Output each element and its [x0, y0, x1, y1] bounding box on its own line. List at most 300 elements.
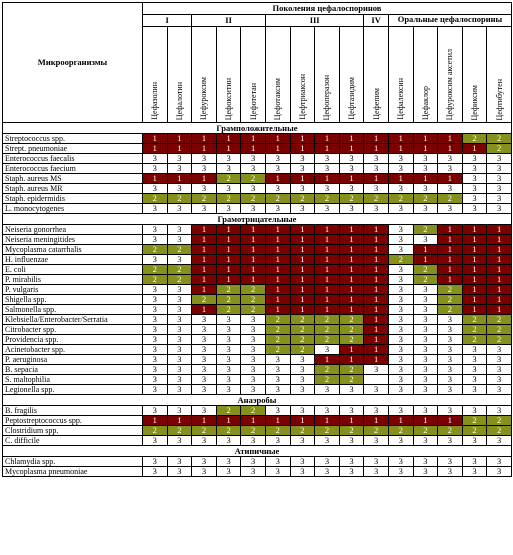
activity-cell: 3: [192, 345, 217, 355]
activity-cell: 3: [462, 204, 487, 214]
activity-cell: 2: [265, 426, 290, 436]
activity-cell: 2: [265, 345, 290, 355]
activity-cell: 1: [364, 255, 389, 265]
activity-cell: 3: [265, 355, 290, 365]
activity-cell: 3: [364, 385, 389, 395]
activity-cell: 1: [462, 255, 487, 265]
activity-cell: 2: [413, 426, 438, 436]
activity-cell: 3: [413, 285, 438, 295]
activity-cell: 2: [290, 325, 315, 335]
activity-cell: 1: [241, 225, 266, 235]
activity-cell: 1: [438, 134, 463, 144]
activity-cell: 3: [265, 164, 290, 174]
activity-cell: 3: [265, 365, 290, 375]
activity-cell: 2: [438, 426, 463, 436]
activity-cell: 2: [216, 426, 241, 436]
organism-name: Staph. aureus MR: [3, 184, 143, 194]
activity-cell: 3: [339, 154, 364, 164]
activity-cell: 3: [438, 365, 463, 375]
table-row: [3, 194, 512, 204]
activity-cell: 3: [388, 385, 413, 395]
organism-name: P. vulgaris: [3, 285, 143, 295]
generation-iii-header: III: [265, 15, 363, 27]
activity-cell: 1: [241, 134, 266, 144]
activity-cell: 1: [167, 134, 192, 144]
activity-cell: 1: [241, 416, 266, 426]
activity-cell: 1: [388, 416, 413, 426]
activity-cell: 1: [192, 245, 217, 255]
table-row: [3, 235, 512, 245]
organism-name: Mycoplasma catarrhalis: [3, 245, 143, 255]
activity-cell: 1: [192, 134, 217, 144]
activity-cell: 1: [265, 305, 290, 315]
activity-cell: 3: [339, 184, 364, 194]
organism-name: Enterococcus faecium: [3, 164, 143, 174]
activity-cell: 3: [216, 204, 241, 214]
activity-cell: 2: [216, 305, 241, 315]
activity-cell: 3: [241, 154, 266, 164]
activity-cell: 3: [413, 457, 438, 467]
activity-cell: 1: [388, 134, 413, 144]
drug-header: [315, 27, 340, 123]
activity-cell: 1: [364, 295, 389, 305]
activity-cell: [364, 375, 389, 385]
activity-cell: 1: [192, 144, 217, 154]
activity-cell: 3: [413, 335, 438, 345]
activity-cell: 1: [462, 245, 487, 255]
activity-cell: 1: [438, 225, 463, 235]
activity-cell: 2: [487, 325, 512, 335]
activity-cell: 3: [438, 184, 463, 194]
activity-cell: 3: [315, 436, 340, 446]
activity-cell: 3: [216, 335, 241, 345]
activity-cell: 3: [167, 315, 192, 325]
activity-cell: 1: [339, 245, 364, 255]
activity-cell: 1: [265, 285, 290, 295]
activity-cell: 3: [413, 235, 438, 245]
activity-cell: 3: [290, 457, 315, 467]
organism-name: L. monocytogenes: [3, 204, 143, 214]
activity-cell: 1: [192, 174, 217, 184]
activity-cell: 3: [438, 164, 463, 174]
organism-name: Acinetobacter spp.: [3, 345, 143, 355]
activity-cell: 1: [339, 305, 364, 315]
activity-cell: 2: [241, 285, 266, 295]
table-row: [3, 154, 512, 164]
activity-cell: 3: [167, 184, 192, 194]
activity-cell: 1: [290, 305, 315, 315]
activity-cell: 1: [487, 225, 512, 235]
organism-name: Chlamydia spp.: [3, 457, 143, 467]
activity-cell: 1: [216, 144, 241, 154]
activity-cell: 1: [143, 174, 168, 184]
activity-cell: 3: [413, 467, 438, 477]
activity-cell: 1: [339, 144, 364, 154]
activity-cell: 3: [388, 436, 413, 446]
activity-cell: 1: [315, 265, 340, 275]
activity-cell: 3: [487, 164, 512, 174]
drug-name: Цефоперазон: [322, 74, 332, 120]
activity-cell: 2: [241, 305, 266, 315]
activity-cell: 3: [241, 375, 266, 385]
activity-cell: 3: [143, 295, 168, 305]
activity-cell: 3: [462, 457, 487, 467]
activity-cell: 3: [241, 467, 266, 477]
activity-cell: 2: [167, 245, 192, 255]
activity-cell: 3: [143, 154, 168, 164]
activity-cell: 1: [364, 345, 389, 355]
activity-cell: 3: [315, 154, 340, 164]
activity-cell: 1: [339, 345, 364, 355]
activity-cell: 1: [438, 255, 463, 265]
activity-cell: 3: [192, 164, 217, 174]
activity-cell: 1: [364, 245, 389, 255]
activity-cell: 3: [265, 406, 290, 416]
drug-name: Цефепим: [371, 88, 381, 120]
drug-name: Цефуроксим: [199, 77, 209, 120]
activity-cell: 3: [364, 457, 389, 467]
activity-cell: 1: [487, 285, 512, 295]
activity-cell: 2: [462, 335, 487, 345]
activity-cell: 1: [339, 265, 364, 275]
activity-cell: 3: [290, 375, 315, 385]
activity-cell: 3: [487, 436, 512, 446]
activity-cell: 3: [241, 335, 266, 345]
section-header-row: [3, 395, 512, 406]
activity-cell: 3: [167, 335, 192, 345]
activity-cell: 3: [364, 204, 389, 214]
activity-cell: 1: [265, 144, 290, 154]
activity-cell: 3: [438, 355, 463, 365]
activity-cell: 3: [438, 335, 463, 345]
activity-cell: 3: [315, 385, 340, 395]
activity-cell: 3: [487, 406, 512, 416]
activity-cell: 3: [167, 345, 192, 355]
activity-cell: 2: [487, 426, 512, 436]
activity-cell: 2: [388, 426, 413, 436]
activity-cell: 3: [438, 345, 463, 355]
activity-cell: 3: [167, 235, 192, 245]
activity-cell: 3: [216, 467, 241, 477]
table-row: [3, 305, 512, 315]
activity-cell: 1: [241, 275, 266, 285]
activity-cell: 3: [438, 385, 463, 395]
activity-cell: 3: [388, 305, 413, 315]
organism-name: Citrobacter spp.: [3, 325, 143, 335]
activity-cell: 1: [462, 144, 487, 154]
activity-cell: 1: [265, 265, 290, 275]
activity-cell: 2: [438, 194, 463, 204]
activity-cell: 2: [241, 426, 266, 436]
activity-cell: 3: [167, 467, 192, 477]
drug-name: Цефалотин: [174, 81, 184, 120]
activity-cell: 2: [192, 194, 217, 204]
drug-header: [364, 27, 389, 123]
table-row: [3, 255, 512, 265]
activity-cell: 3: [241, 164, 266, 174]
activity-cell: 3: [339, 385, 364, 395]
activity-cell: 3: [388, 295, 413, 305]
activity-cell: 3: [216, 315, 241, 325]
activity-cell: 1: [438, 174, 463, 184]
activity-cell: 3: [192, 184, 217, 194]
activity-cell: 3: [462, 385, 487, 395]
activity-cell: 3: [388, 204, 413, 214]
activity-cell: 3: [265, 375, 290, 385]
activity-cell: 3: [143, 345, 168, 355]
activity-cell: 3: [388, 365, 413, 375]
activity-cell: 3: [143, 365, 168, 375]
activity-cell: 3: [388, 275, 413, 285]
activity-cell: 1: [167, 416, 192, 426]
activity-cell: 1: [192, 285, 217, 295]
activity-cell: 3: [167, 255, 192, 265]
activity-cell: 3: [265, 436, 290, 446]
activity-cell: 3: [167, 295, 192, 305]
activity-cell: 2: [339, 315, 364, 325]
activity-cell: 3: [167, 406, 192, 416]
activity-cell: 1: [216, 416, 241, 426]
activity-cell: 3: [413, 204, 438, 214]
activity-cell: 1: [216, 265, 241, 275]
activity-cell: 3: [487, 375, 512, 385]
activity-cell: 1: [265, 245, 290, 255]
activity-cell: 3: [143, 305, 168, 315]
activity-cell: 1: [265, 295, 290, 305]
activity-cell: 2: [364, 194, 389, 204]
activity-cell: 3: [413, 375, 438, 385]
activity-cell: 3: [388, 406, 413, 416]
activity-cell: 3: [192, 315, 217, 325]
table-row: [3, 275, 512, 285]
activity-cell: 1: [388, 174, 413, 184]
activity-cell: 1: [265, 255, 290, 265]
activity-cell: 1: [216, 235, 241, 245]
activity-cell: 1: [487, 305, 512, 315]
activity-cell: 3: [290, 355, 315, 365]
activity-cell: 2: [438, 305, 463, 315]
activity-cell: 2: [241, 194, 266, 204]
activity-cell: 3: [216, 375, 241, 385]
activity-cell: 3: [290, 204, 315, 214]
activity-cell: 3: [388, 285, 413, 295]
activity-cell: 3: [143, 406, 168, 416]
activity-cell: 1: [487, 255, 512, 265]
activity-cell: 3: [167, 365, 192, 375]
section-header-row: [3, 446, 512, 457]
activity-cell: 3: [438, 436, 463, 446]
activity-cell: 2: [462, 134, 487, 144]
activity-cell: 1: [315, 285, 340, 295]
activity-cell: 3: [143, 164, 168, 174]
activity-cell: 1: [364, 134, 389, 144]
activity-cell: 3: [241, 385, 266, 395]
generation-iv-header: IV: [364, 15, 389, 27]
activity-cell: 2: [388, 255, 413, 265]
activity-cell: 3: [192, 457, 217, 467]
activity-cell: 3: [438, 154, 463, 164]
activity-cell: 2: [487, 315, 512, 325]
activity-cell: 1: [290, 235, 315, 245]
activity-cell: 1: [315, 295, 340, 305]
activity-cell: 3: [462, 345, 487, 355]
activity-cell: 1: [364, 325, 389, 335]
activity-cell: 3: [216, 184, 241, 194]
activity-cell: 3: [364, 467, 389, 477]
activity-cell: 1: [462, 265, 487, 275]
activity-cell: 2: [315, 375, 340, 385]
activity-cell: 1: [364, 235, 389, 245]
activity-cell: 1: [143, 144, 168, 154]
activity-cell: 3: [167, 375, 192, 385]
activity-cell: 2: [216, 285, 241, 295]
activity-cell: 2: [339, 426, 364, 436]
activity-cell: 3: [192, 467, 217, 477]
activity-cell: 3: [290, 436, 315, 446]
activity-cell: 2: [241, 295, 266, 305]
drug-name: Цефаклор: [420, 85, 430, 120]
activity-cell: 1: [364, 225, 389, 235]
activity-cell: 3: [192, 406, 217, 416]
activity-cell: 3: [487, 345, 512, 355]
activity-cell: 3: [462, 365, 487, 375]
activity-cell: 1: [487, 265, 512, 275]
activity-cell: 1: [364, 305, 389, 315]
activity-cell: 1: [364, 315, 389, 325]
drug-header: [192, 27, 217, 123]
activity-cell: 1: [265, 275, 290, 285]
activity-cell: 3: [413, 295, 438, 305]
activity-cell: 1: [315, 225, 340, 235]
activity-cell: 1: [241, 245, 266, 255]
activity-cell: 3: [216, 436, 241, 446]
activity-cell: 2: [216, 194, 241, 204]
organism-name: Clostridium spp.: [3, 426, 143, 436]
activity-cell: 1: [364, 174, 389, 184]
activity-cell: 3: [143, 204, 168, 214]
activity-cell: 2: [364, 426, 389, 436]
table-row: [3, 295, 512, 305]
table-row: [3, 134, 512, 144]
table-row: [3, 385, 512, 395]
activity-cell: 2: [315, 335, 340, 345]
activity-cell: 3: [462, 164, 487, 174]
activity-cell: 2: [315, 315, 340, 325]
drug-header: [339, 27, 364, 123]
activity-cell: 1: [143, 134, 168, 144]
activity-cell: 3: [216, 457, 241, 467]
activity-cell: 3: [315, 467, 340, 477]
activity-cell: 1: [290, 225, 315, 235]
activity-cell: 1: [143, 416, 168, 426]
activity-cell: 1: [167, 144, 192, 154]
table-row: [3, 144, 512, 154]
activity-cell: 1: [413, 255, 438, 265]
activity-cell: 3: [241, 184, 266, 194]
activity-cell: 1: [290, 295, 315, 305]
activity-cell: 3: [364, 184, 389, 194]
activity-cell: 3: [216, 365, 241, 375]
activity-cell: 3: [388, 235, 413, 245]
activity-cell: 2: [388, 194, 413, 204]
activity-cell: 3: [339, 436, 364, 446]
activity-cell: 3: [388, 345, 413, 355]
activity-cell: 1: [241, 255, 266, 265]
activity-cell: 2: [315, 365, 340, 375]
activity-cell: 3: [413, 154, 438, 164]
table-row: [3, 325, 512, 335]
activity-cell: 3: [438, 457, 463, 467]
activity-cell: 2: [216, 174, 241, 184]
activity-cell: 3: [388, 375, 413, 385]
activity-cell: 2: [143, 265, 168, 275]
activity-cell: 1: [315, 174, 340, 184]
activity-cell: 2: [339, 375, 364, 385]
activity-cell: 3: [438, 375, 463, 385]
activity-cell: 2: [487, 134, 512, 144]
activity-cell: 3: [290, 154, 315, 164]
activity-cell: 3: [315, 164, 340, 174]
activity-cell: 3: [413, 305, 438, 315]
activity-cell: 3: [462, 184, 487, 194]
table-row: [3, 285, 512, 295]
activity-cell: 3: [413, 184, 438, 194]
table-row: [3, 204, 512, 214]
section-title: Грамотрицательные: [3, 214, 512, 225]
activity-cell: 2: [241, 174, 266, 184]
activity-cell: 2: [143, 194, 168, 204]
activity-cell: 3: [241, 315, 266, 325]
activity-cell: 3: [487, 184, 512, 194]
activity-cell: 1: [364, 335, 389, 345]
table-row: [3, 245, 512, 255]
activity-cell: 2: [216, 295, 241, 305]
table-row: [3, 335, 512, 345]
activity-cell: 3: [339, 457, 364, 467]
drug-name: Цефазолин: [150, 82, 160, 120]
activity-cell: 3: [462, 436, 487, 446]
activity-cell: 3: [462, 194, 487, 204]
organism-name: Mycoplasma pneumoniae: [3, 467, 143, 477]
activity-cell: 3: [216, 345, 241, 355]
activity-cell: 2: [438, 295, 463, 305]
organism-name: Neiseria gonorrhea: [3, 225, 143, 235]
activity-cell: 1: [241, 265, 266, 275]
activity-cell: 3: [487, 204, 512, 214]
drug-name: Цефокситин: [224, 77, 234, 120]
activity-cell: 2: [265, 315, 290, 325]
activity-cell: 3: [143, 355, 168, 365]
drug-header: [265, 27, 290, 123]
activity-cell: 3: [339, 204, 364, 214]
activity-cell: 3: [364, 154, 389, 164]
table-row: [3, 265, 512, 275]
activity-cell: 3: [290, 365, 315, 375]
activity-cell: 1: [339, 275, 364, 285]
organism-name: P. mirabilis: [3, 275, 143, 285]
activity-cell: 3: [143, 285, 168, 295]
activity-cell: 1: [167, 174, 192, 184]
activity-cell: 3: [290, 184, 315, 194]
activity-cell: 3: [143, 235, 168, 245]
activity-cell: 1: [364, 355, 389, 365]
activity-cell: 3: [388, 355, 413, 365]
activity-cell: 2: [290, 315, 315, 325]
activity-cell: 1: [290, 144, 315, 154]
activity-cell: 1: [413, 144, 438, 154]
drug-header: [290, 27, 315, 123]
drug-name: Цефалексин: [396, 78, 406, 120]
